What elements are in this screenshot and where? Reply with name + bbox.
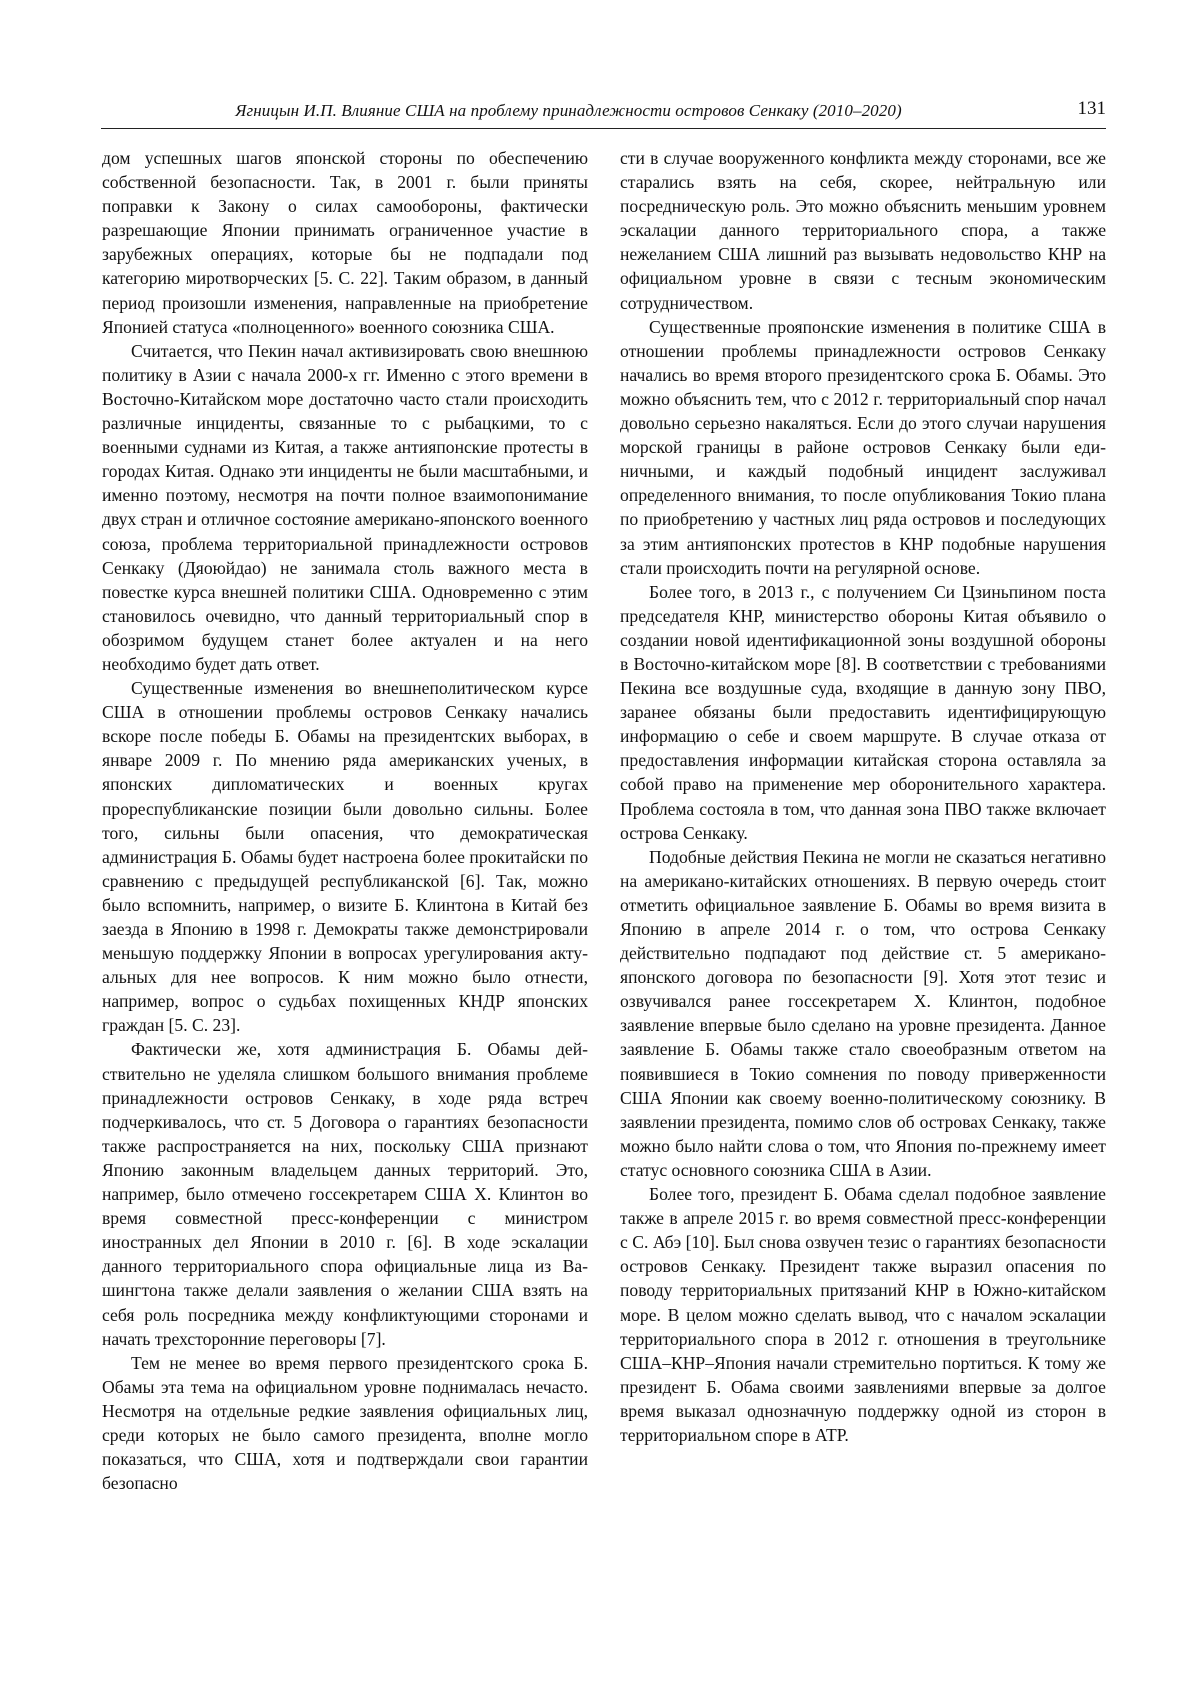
paragraph: Считается, что Пекин начал активизировать свою внешнюю политику в Азии с начала 2000-х гг. Именно с этого времени в Восточно-Китайском море доста­точно часто стали происходить различные инциденты, связанные то с рыбацкими, то с военными суднами из Китая, а также антияпонские протесты в городах Ки­тая. Однако эти инциденты не были масштабными, и именно поэтому, несмотря на почти полное взаимо­понимание двух стран и отличное состояние америка­но-японского военного союза, проблема территори­альной принадлежности островов Сенкаку (Дяоюйдао) не занимала столь важного места в повестке курса внешней политики США. Одновременно с этим стано­вилось очевидно, что данный территориальный спор в обозримом будущем станет более актуален и на него необходимо будет дать ответ. [102,339,588,676]
paragraph: Подобные действия Пекина не могли не сказаться негативно на американо-китайских отношениях. В пер­вую очередь стоит отметить официальное заявление Б. Обамы во время визита в Японию в апреле 2014 г. о том, что острова Сенкаку действительно подпадают под действие ст. 5 американо-японского договора по безопасности [9]. Хотя этот тезис и озвучивался ранее госсекретарем Х. Клинтон, подобное заявление впер­вые было сделано на уровне президента. Данное заяв­ление Б. Обамы также стало своеобразным ответом на появившиеся в Токио сомнения по поводу привержен­ности США Японии как своему военно-политическому союзнику. В заявлении президента, помимо слов об островах Сенкаку, также можно было найти слова о том, что Япония по-прежнему имеет статус основного со­юзника США в Азии. [620,845,1106,1182]
paragraph: сти в случае вооруженного конфликта между сторона­ми, все же старались взять на себя, скорее, нейтраль­ную или посредническую роль. Это можно объяснить меньшим уровнем эскалации данного территориально­го спора, а также нежеланием США лишний раз вызы­вать недовольство КНР на официальном уровне в свя­зи с тесным экономическим сотрудничеством. [620,146,1106,315]
paragraph: Более того, в 2013 г., с получением Си Цзиньпином поста председателя КНР, министерство обороны Китая объявило о создании новой идентификационной зоны воздушной обороны в Восточно-китайском море [8]. В соответствии с требованиями Пекина все воздушные суда, входящие в данную зону ПВО, заранее обязаны были предоставить идентифицирующую информацию о себе и своем маршруте. В случае отказа от предо­ставления информации китайская сторона оставляла за собой право на применение мер оборонительного характера. Проблема состояла в том, что данная зона ПВО также включает острова Сенкаку. [620,580,1106,845]
paragraph: Фактически же, хотя администрация Б. Обамы дей­ствительно не уделяла слишком большого внимания проблеме принадлежности островов Сенкаку, в ходе ряда встреч подчеркивалось, что ст. 5 Договора о га­рантиях безопасности также распространяется на них, поскольку США признают Японию законным вла­дельцем данных территорий. Это, например, было от­мечено госсекретарем США Х. Клинтон во время сов­местной пресс-конференции с министром иностранных дел Японии в 2010 г. [6]. В ходе эскалации данного территориального спора официальные лица из Ва­шингтона также делали заявления о желании США взять на себя роль посредника между конфликтующи­ми сторонами и начать трехсторонние переговоры [7]. [102,1037,588,1350]
paragraph: Существенные изменения во внешнеполитическом курсе США в отношении проблемы островов Сенкаку начались вскоре после победы Б. Обамы на президент­ских выборах, в январе 2009 г. По мнению ряда амери­канских ученых, в японских дипломатических и военных кругах прореспубликанские позиции были довольно сильны. Более того, сильны были опасения, что демо­кратическая администрация Б. Обамы будет настроена более прокитайски по сравнению с предыдущей респуб­ликанской [6]. Так, можно было вспомнить, например, о визите Б. Клинтона в Китай без заезда в Японию в 1998 г. Демократы также демонстрировали меньшую поддержку Японии в вопросах урегулирования акту­альных для нее вопросов. К ним можно было отнести, например, вопрос о судьбах похищенных КНДР япон­ских граждан [5. С. 23]. [102,676,588,1037]
paragraph: Существенные прояпонские изменения в политике США в отношении проблемы принадлежности остро­вов Сенкаку начались во время второго президентско­го срока Б. Обамы. Это можно объяснить тем, что с 2012 г. территориальный спор начал довольно серь­езно накаляться. Если до этого случаи нарушения мор­ской границы в районе островов Сенкаку были еди­ничными, и каждый подобный инцидент заслуживал определенного внимания, то после опубликования Токио плана по приобретению у частных лиц ряда островов и последующих за этим антияпонских протес­тов в КНР подобные нарушения стали происходить почти на регулярной основе. [620,315,1106,580]
page-number: 131 [1078,98,1107,120]
left-column [102,146,588,1495]
running-header [101,96,1106,129]
paragraph: дом успешных шагов японской стороны по обеспече­нию собственной безопасности. Так, в 2001 г. были приняты поправки к Закону о силах самообороны, фактически разрешающие Японии принимать ограни­ченное участие в зарубежных операциях, которые бы не подпадали под категорию миротворческих [5. С. 22]. Таким образом, в данный период произошли измене­ния, направленные на приобретение Японией статуса «полноценного» военного союзника США. [102,146,588,339]
paragraph: Более того, президент Б. Обама сделал подобное заявление также в апреле 2015 г. во время совместной пресс-конференции с С. Абэ [10]. Был снова озвучен тезис о гарантиях безопасности островов Сенкаку. Президент также выразил опасения по поводу терри­ториальных притязаний КНР в Южно-китайском море. В целом можно сделать вывод, что с началом эскалации территориального спора в 2012 г. отношения в тре­угольнике США–КНР–Япония начали стремительно портиться. К тому же президент Б. Обама своими за­явлениями впервые за долгое время выказал одно­значную поддержку одной из сторон в территориаль­ном споре в АТР. [620,1182,1106,1447]
right-column [620,146,1106,1447]
running-title: Ягницын И.П. Влияние США на проблему принадлежности островов Сенкаку (2010–2020) [101,101,1036,121]
paragraph: Тем не менее во время первого президентского срока Б. Обамы эта тема на официальном уровне под­нималась нечасто. Несмотря на отдельные редкие за­явления официальных лиц, среди которых не было самого президента, вполне могло показаться, что США, хотя и подтверждали свои гарантии безопасно­ [102,1351,588,1496]
